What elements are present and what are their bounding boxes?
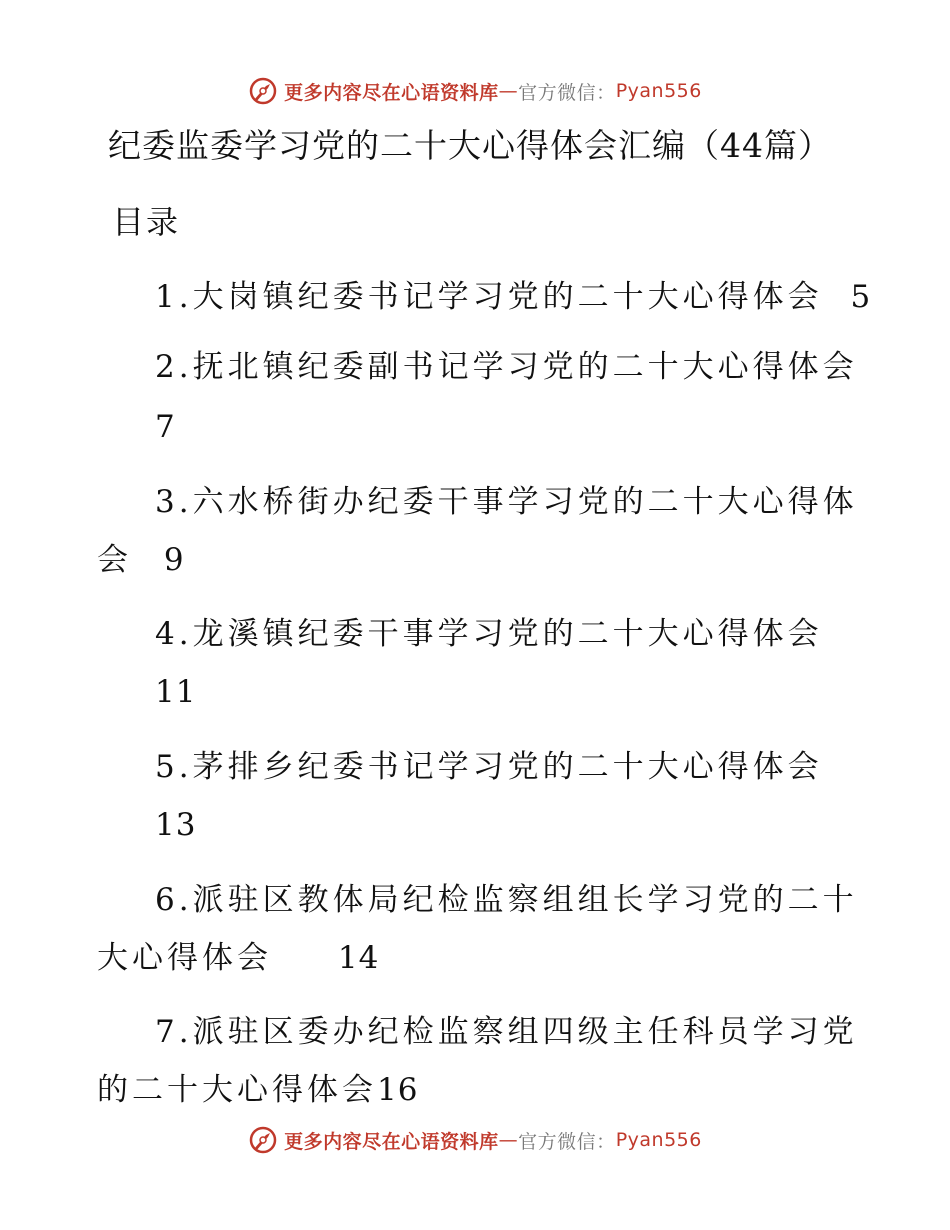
watermark-main-text: 更多内容尽在心语资料库	[284, 1130, 499, 1153]
toc-entry-5-page: 13	[155, 807, 197, 843]
toc-entry-page: 14	[337, 940, 380, 976]
watermark-official-label: 官方微信：	[518, 81, 616, 104]
watermark-wechat-id: Pyan556	[615, 1129, 702, 1151]
toc-entry-title: 4.龙溪镇纪委干事学习党的二十大心得体会	[155, 616, 823, 652]
toc-entry-2-page: 7	[155, 409, 176, 445]
toc-entry-6-continuation	[97, 936, 379, 980]
toc-entry-title: 6.派驻区教体局纪检监察组组长学习党的二十	[155, 882, 858, 918]
toc-entry-6[interactable]	[155, 878, 858, 922]
toc-entry-title-continued: 大心得体会	[97, 940, 272, 976]
pen-logo-icon	[248, 1125, 278, 1155]
toc-entry-title: 1.大岗镇纪委书记学习党的二十大心得体会	[155, 279, 823, 315]
toc-entry-2[interactable]	[155, 345, 858, 389]
toc-entry-page: 9	[163, 542, 185, 578]
watermark-dash: —	[498, 80, 519, 102]
toc-entry-page: 5	[850, 279, 872, 315]
toc-entry-page: 16	[377, 1072, 419, 1108]
toc-entry-4[interactable]	[155, 612, 823, 656]
header-watermark	[0, 71, 950, 111]
watermark-main-text: 更多内容尽在心语资料库	[284, 81, 499, 104]
toc-entry-title-continued: 的二十大心得体会	[97, 1072, 377, 1108]
toc-entry-3-continuation	[97, 538, 185, 582]
watermark-official-label: 官方微信：	[518, 1130, 616, 1153]
toc-entry-title-continued: 会	[97, 542, 132, 578]
toc-entry-1[interactable]	[155, 275, 871, 319]
watermark-dash: —	[498, 1129, 519, 1151]
toc-entry-7-continuation	[97, 1068, 418, 1112]
toc-entry-title: 2.抚北镇纪委副书记学习党的二十大心得体会	[155, 349, 858, 385]
toc-entry-title: 7.派驻区委办纪检监察组四级主任科员学习党	[155, 1014, 858, 1050]
toc-entry-title: 3.六水桥街办纪委干事学习党的二十大心得体	[155, 484, 858, 520]
toc-entry-title: 5.茅排乡纪委书记学习党的二十大心得体会	[155, 749, 823, 785]
toc-entry-7[interactable]	[155, 1010, 858, 1054]
document-title: 纪委监委学习党的二十大心得体会汇编（44篇）	[108, 126, 832, 165]
footer-watermark	[0, 1120, 950, 1160]
pen-logo-icon	[248, 76, 278, 106]
watermark-wechat-id: Pyan556	[615, 80, 702, 102]
toc-entry-5[interactable]	[155, 745, 823, 789]
toc-entry-3[interactable]	[155, 480, 858, 524]
toc-entry-4-page: 11	[155, 674, 197, 710]
toc-heading: 目录	[112, 203, 181, 241]
